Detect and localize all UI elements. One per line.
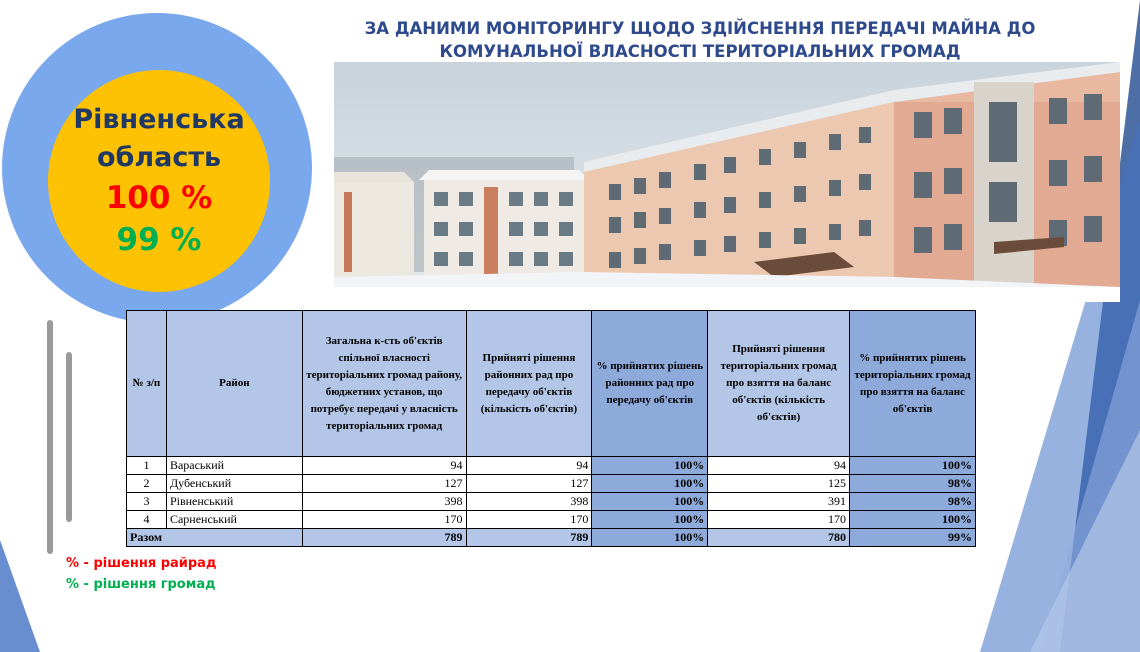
header-district: Район xyxy=(166,311,302,457)
cell-rayrad: 127 xyxy=(466,475,592,493)
header-num: № з/п xyxy=(127,311,167,457)
cell-num: 1 xyxy=(127,457,167,475)
cell-total: 94 xyxy=(302,457,466,475)
table-row xyxy=(127,511,976,529)
cell-hromad: 94 xyxy=(708,457,850,475)
cell-total: 170 xyxy=(302,511,466,529)
cell-rayrad-pct: 100% xyxy=(592,475,708,493)
region-name-line2: область xyxy=(96,142,222,173)
cell-hromad-pct: 98% xyxy=(850,493,976,511)
legend-rayrad: % - рішення райрад xyxy=(66,556,217,571)
cell-total: 127 xyxy=(302,475,466,493)
cell-hromad-pct: 100% xyxy=(850,511,976,529)
region-name-line1: Рівненська xyxy=(73,104,245,135)
cell-rayrad: 789 xyxy=(466,529,592,547)
cell-district: Вараський xyxy=(166,457,302,475)
cell-rayrad: 94 xyxy=(466,457,592,475)
cell-hromad-pct: 98% xyxy=(850,475,976,493)
header-rayrad-pct: % прийнятих рішень районних рад про передачу об'єктів xyxy=(592,311,708,457)
region-badge xyxy=(48,70,270,292)
cell-hromad: 780 xyxy=(708,529,850,547)
cell-rayrad-pct: 100% xyxy=(592,529,708,547)
header-hromad-pct: % прийнятих рішень територіальних громад про взяття на баланс об'єктів xyxy=(850,311,976,457)
cell-rayrad-pct: 100% xyxy=(592,493,708,511)
cell-district: Дубенський xyxy=(166,475,302,493)
header-hromad-decisions: Прийняті рішення територіальних громад про взяття на баланс об'єктів (кількість об'єктів) xyxy=(708,311,850,457)
decor-bar xyxy=(66,352,72,522)
table-header-row xyxy=(127,311,976,457)
cell-hromad-pct: 99% xyxy=(850,529,976,547)
header-total: Загальна к-сть об'єктів спільної власності територіальних громад району, бюджетних установ, що потребує передачі у власність територіальних громад xyxy=(302,311,466,457)
cell-district: Сарненський xyxy=(166,511,302,529)
building-photo xyxy=(334,62,1120,302)
region-pct-hromad: 99 % xyxy=(116,222,202,258)
cell-rayrad: 170 xyxy=(466,511,592,529)
region-pct-rayrad: 100 % xyxy=(105,180,213,216)
cell-rayrad: 398 xyxy=(466,493,592,511)
cell-hromad: 170 xyxy=(708,511,850,529)
cell-num: 3 xyxy=(127,493,167,511)
cell-rayrad-pct: 100% xyxy=(592,511,708,529)
cell-total: 789 xyxy=(302,529,466,547)
cell-rayrad-pct: 100% xyxy=(592,457,708,475)
header-rayrad-decisions: Прийняті рішення районних рад про передачу об'єктів (кількість об'єктів) xyxy=(466,311,592,457)
cell-num: 4 xyxy=(127,511,167,529)
legend-hromad: % - рішення громад xyxy=(66,577,216,592)
decor-bar xyxy=(47,320,53,554)
table-row xyxy=(127,475,976,493)
title-line2: КОМУНАЛЬНОЇ ВЛАСНОСТІ ТЕРИТОРІАЛЬНИХ ГРОМАД xyxy=(439,42,961,61)
table-total-row xyxy=(127,529,976,547)
cell-hromad: 125 xyxy=(708,475,850,493)
cell-hromad: 391 xyxy=(708,493,850,511)
cell-total: 398 xyxy=(302,493,466,511)
cell-total-label: Разом xyxy=(127,529,303,547)
table-row xyxy=(127,457,976,475)
cell-district: Рівненський xyxy=(166,493,302,511)
cell-num: 2 xyxy=(127,475,167,493)
table-row xyxy=(127,493,976,511)
monitoring-table xyxy=(126,310,976,547)
cell-hromad-pct: 100% xyxy=(850,457,976,475)
title-line1: ЗА ДАНИМИ МОНІТОРИНГУ ЩОДО ЗДІЙСНЕННЯ ПЕРЕДАЧІ МАЙНА ДО xyxy=(364,19,1036,38)
